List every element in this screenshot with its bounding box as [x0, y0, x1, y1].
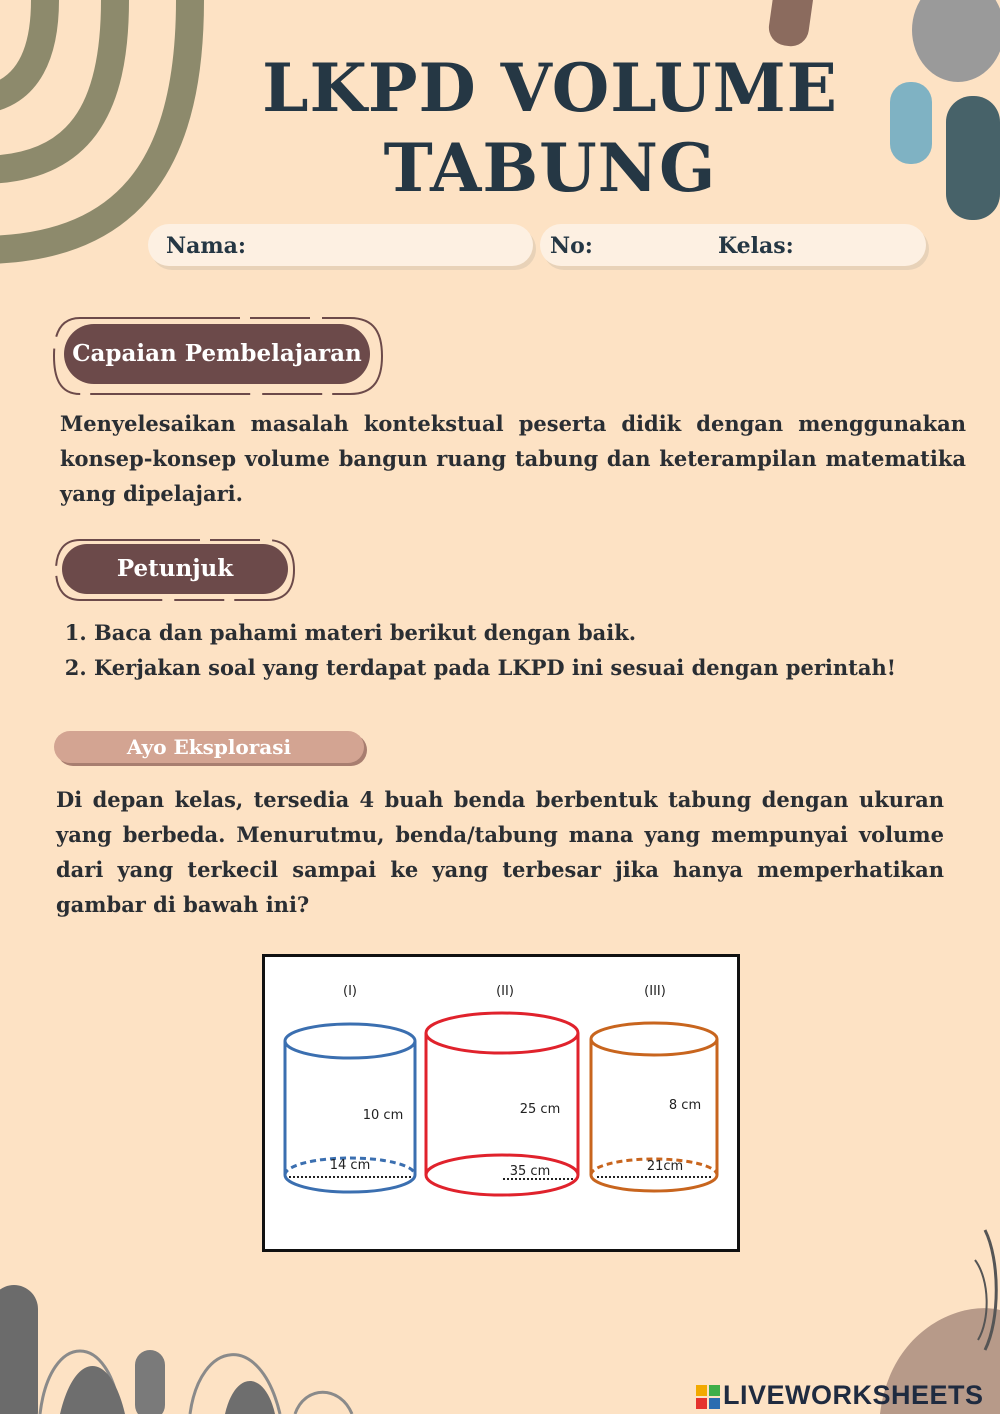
no-kelas-field[interactable] — [540, 224, 926, 266]
capaian-heading: Capaian Pembelajaran — [64, 324, 370, 384]
eksplorasi-text: Di depan kelas, tersedia 4 buah benda berbentuk tabung dengan ukuran yang berbeda. Menurutmu, benda/tabung mana yang mempunyai volume dari yang terkecil sampai ke yang terbesar jika hanya memperhatikan gambar di bawah ini? — [56, 787, 944, 917]
liveworksheets-logo-icon — [696, 1385, 720, 1409]
eksplorasi-heading: Ayo Eksplorasi — [54, 731, 364, 763]
cylinder-2 — [426, 984, 578, 1195]
kelas-label: Kelas: — [718, 233, 794, 259]
nama-field[interactable] — [148, 224, 533, 266]
cylinder-1-diameter: 14 cm — [329, 1158, 371, 1173]
petunjuk-list — [64, 615, 896, 685]
no-label: No: — [550, 233, 593, 259]
list-item: 2. Kerjakan soal yang terdapat pada LKPD ini sesuai dengan perintah! — [94, 650, 896, 685]
cylinder-3-height: 8 cm — [668, 1098, 702, 1113]
cylinder-2-label: (II) — [496, 984, 514, 999]
nama-label: Nama: — [166, 233, 247, 259]
watermark-text: LIVEWORKSHEETS — [723, 1380, 984, 1410]
cylinder-1-label: (I) — [343, 984, 357, 999]
page-title — [250, 48, 850, 208]
capaian-text: Menyelesaikan masalah kontekstual peserta didik dengan menggunakan konsep-konsep volume bangun ruang tabung dan keterampilan matematika yang dipelajari. — [60, 411, 966, 506]
cylinder-3-label: (III) — [644, 984, 666, 999]
cylinder-1 — [285, 984, 415, 1192]
cylinder-2-height: 25 cm — [519, 1102, 561, 1117]
liveworksheets-watermark — [696, 1380, 984, 1411]
cylinder-2-diameter: 35 cm — [509, 1164, 551, 1179]
cylinder-3-diameter: 21cm — [646, 1159, 684, 1174]
list-item: 1. Baca dan pahami materi berikut dengan baik. — [94, 615, 896, 650]
petunjuk-heading: Petunjuk — [62, 544, 288, 594]
cylinder-figure — [262, 954, 740, 1252]
cylinder-1-height: 10 cm — [362, 1108, 404, 1123]
cylinder-3 — [591, 984, 717, 1191]
title-line-2: TABUNG — [383, 129, 717, 207]
title-line-1: LKPD VOLUME — [262, 49, 838, 127]
